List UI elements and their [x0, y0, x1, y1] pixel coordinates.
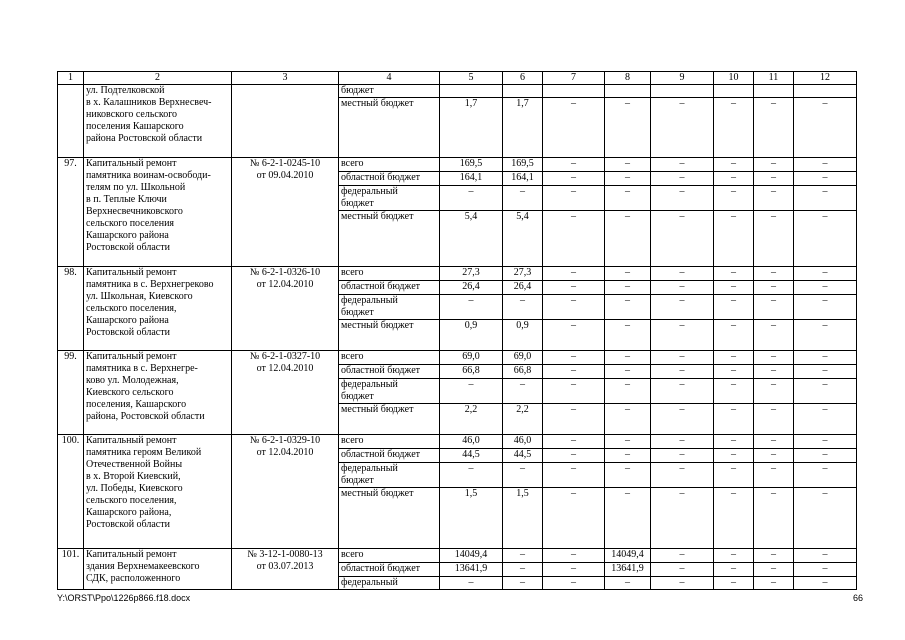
document-ref: [232, 85, 339, 158]
header-cell: 9: [651, 72, 714, 85]
amount-cell: 1,5: [503, 488, 543, 549]
amount-cell: –: [754, 351, 794, 365]
amount-cell: –: [605, 98, 651, 158]
amount-cell: –: [651, 211, 714, 267]
amount-cell: –: [503, 186, 543, 211]
amount-cell: –: [794, 351, 857, 365]
amount-cell: –: [543, 267, 605, 281]
amount-cell: 2,2: [440, 404, 503, 435]
amount-cell: 13641,9: [440, 563, 503, 577]
funding-source: федеральный бюджет: [339, 186, 440, 211]
amount-cell: –: [605, 158, 651, 172]
amount-cell: –: [543, 404, 605, 435]
funding-source: федеральный бюджет: [339, 379, 440, 404]
amount-cell: –: [605, 449, 651, 463]
budget-table: [57, 71, 857, 590]
amount-cell: –: [651, 98, 714, 158]
amount-cell: –: [794, 549, 857, 563]
funding-source: всего: [339, 267, 440, 281]
amount-cell: 69,0: [440, 351, 503, 365]
funding-source: местный бюджет: [339, 404, 440, 435]
table-row: [58, 549, 857, 563]
amount-cell: –: [651, 379, 714, 404]
amount-cell: 27,3: [503, 267, 543, 281]
amount-cell: –: [754, 435, 794, 449]
amount-cell: –: [754, 211, 794, 267]
amount-cell: [440, 85, 503, 98]
amount-cell: –: [605, 281, 651, 295]
document-ref: № 6-2-1-0326-10 от 12.04.2010: [232, 267, 339, 351]
amount-cell: –: [794, 281, 857, 295]
amount-cell: –: [543, 211, 605, 267]
item-number: 99.: [58, 351, 84, 435]
amount-cell: –: [605, 435, 651, 449]
funding-source: федеральный бюджет: [339, 295, 440, 320]
amount-cell: 13641,9: [605, 563, 651, 577]
amount-cell: –: [714, 488, 754, 549]
amount-cell: –: [651, 488, 714, 549]
object-name: Капитальный ремонт памятника воинам-освободи- телям по ул. Школьной в п. Теплые Ключи Верхнесвечниковского сельского поселения Кашарского района Ростовской области: [84, 158, 232, 267]
amount-cell: –: [754, 463, 794, 488]
amount-cell: –: [651, 158, 714, 172]
amount-cell: –: [440, 577, 503, 590]
amount-cell: –: [794, 463, 857, 488]
amount-cell: –: [503, 549, 543, 563]
amount-cell: –: [605, 267, 651, 281]
funding-source: федеральный: [339, 577, 440, 590]
amount-cell: –: [651, 549, 714, 563]
amount-cell: –: [543, 320, 605, 351]
amount-cell: –: [651, 435, 714, 449]
amount-cell: –: [714, 281, 754, 295]
amount-cell: 44,5: [440, 449, 503, 463]
amount-cell: –: [754, 549, 794, 563]
document-ref: № 6-2-1-0329-10 от 12.04.2010: [232, 435, 339, 549]
amount-cell: –: [543, 549, 605, 563]
amount-cell: –: [794, 404, 857, 435]
funding-source: местный бюджет: [339, 211, 440, 267]
amount-cell: –: [543, 463, 605, 488]
object-name: Капитальный ремонт здания Верхнемакеевского СДК, расположенного: [84, 549, 232, 590]
amount-cell: [714, 85, 754, 98]
amount-cell: –: [651, 463, 714, 488]
amount-cell: –: [543, 172, 605, 186]
amount-cell: –: [794, 365, 857, 379]
amount-cell: 46,0: [440, 435, 503, 449]
amount-cell: –: [714, 404, 754, 435]
funding-source: местный бюджет: [339, 488, 440, 549]
amount-cell: –: [651, 295, 714, 320]
amount-cell: –: [794, 267, 857, 281]
item-number: 101.: [58, 549, 84, 590]
amount-cell: –: [543, 186, 605, 211]
amount-cell: –: [543, 449, 605, 463]
amount-cell: 169,5: [440, 158, 503, 172]
document-ref: № 6-2-1-0327-10 от 12.04.2010: [232, 351, 339, 435]
amount-cell: –: [794, 449, 857, 463]
amount-cell: 14049,4: [605, 549, 651, 563]
header-cell: 7: [543, 72, 605, 85]
amount-cell: –: [714, 563, 754, 577]
amount-cell: –: [605, 211, 651, 267]
amount-cell: –: [543, 488, 605, 549]
header-cell: 2: [84, 72, 232, 85]
amount-cell: 44,5: [503, 449, 543, 463]
object-name: Капитальный ремонт памятника в с. Верхнегре- ково ул. Молодежная, Киевского сельского поселения, Кашарского района, Ростовской области: [84, 351, 232, 435]
funding-source: всего: [339, 435, 440, 449]
amount-cell: –: [754, 267, 794, 281]
amount-cell: –: [714, 295, 754, 320]
amount-cell: –: [605, 488, 651, 549]
amount-cell: –: [543, 295, 605, 320]
item-number: [58, 85, 84, 158]
funding-source: областной бюджет: [339, 449, 440, 463]
header-cell: 4: [339, 72, 440, 85]
amount-cell: –: [651, 172, 714, 186]
funding-source: областной бюджет: [339, 563, 440, 577]
amount-cell: –: [503, 379, 543, 404]
amount-cell: –: [754, 186, 794, 211]
amount-cell: [605, 85, 651, 98]
amount-cell: –: [605, 172, 651, 186]
amount-cell: –: [794, 435, 857, 449]
amount-cell: –: [754, 158, 794, 172]
footer-file-path: Y:\ORST\Ppo\1226p866.f18.docx: [57, 593, 191, 603]
amount-cell: –: [794, 295, 857, 320]
amount-cell: –: [543, 365, 605, 379]
amount-cell: –: [440, 379, 503, 404]
funding-source: всего: [339, 158, 440, 172]
funding-source: бюджет: [339, 85, 440, 98]
amount-cell: –: [605, 186, 651, 211]
amount-cell: [754, 85, 794, 98]
amount-cell: 27,3: [440, 267, 503, 281]
amount-cell: –: [714, 320, 754, 351]
amount-cell: [543, 85, 605, 98]
amount-cell: –: [714, 267, 754, 281]
amount-cell: 164,1: [503, 172, 543, 186]
funding-source: всего: [339, 549, 440, 563]
table-row: [58, 351, 857, 365]
amount-cell: –: [605, 379, 651, 404]
amount-cell: 1,5: [440, 488, 503, 549]
amount-cell: 66,8: [503, 365, 543, 379]
amount-cell: –: [503, 463, 543, 488]
amount-cell: 1,7: [503, 98, 543, 158]
amount-cell: –: [503, 577, 543, 590]
table-row: [58, 267, 857, 281]
amount-cell: [503, 85, 543, 98]
amount-cell: –: [605, 295, 651, 320]
amount-cell: –: [794, 172, 857, 186]
item-number: 100.: [58, 435, 84, 549]
amount-cell: 66,8: [440, 365, 503, 379]
amount-cell: –: [440, 463, 503, 488]
header-row: [58, 72, 857, 85]
amount-cell: –: [543, 158, 605, 172]
amount-cell: –: [714, 549, 754, 563]
amount-cell: 0,9: [440, 320, 503, 351]
amount-cell: –: [543, 281, 605, 295]
amount-cell: 46,0: [503, 435, 543, 449]
amount-cell: –: [651, 577, 714, 590]
header-cell: 10: [714, 72, 754, 85]
amount-cell: 69,0: [503, 351, 543, 365]
amount-cell: –: [754, 172, 794, 186]
funding-source: местный бюджет: [339, 320, 440, 351]
amount-cell: 0,9: [503, 320, 543, 351]
amount-cell: –: [794, 577, 857, 590]
amount-cell: –: [714, 463, 754, 488]
amount-cell: –: [794, 320, 857, 351]
header-cell: 11: [754, 72, 794, 85]
amount-cell: –: [440, 295, 503, 320]
amount-cell: 26,4: [503, 281, 543, 295]
amount-cell: –: [651, 281, 714, 295]
amount-cell: –: [754, 404, 794, 435]
page-number: 66: [852, 593, 863, 603]
amount-cell: –: [794, 379, 857, 404]
amount-cell: –: [714, 379, 754, 404]
amount-cell: –: [605, 577, 651, 590]
amount-cell: –: [714, 449, 754, 463]
amount-cell: –: [503, 563, 543, 577]
table-row: [58, 85, 857, 98]
funding-source: всего: [339, 351, 440, 365]
amount-cell: –: [714, 577, 754, 590]
amount-cell: 2,2: [503, 404, 543, 435]
amount-cell: –: [754, 449, 794, 463]
amount-cell: –: [503, 295, 543, 320]
table-row: [58, 158, 857, 172]
amount-cell: –: [714, 211, 754, 267]
amount-cell: –: [714, 365, 754, 379]
amount-cell: –: [651, 351, 714, 365]
amount-cell: –: [605, 351, 651, 365]
amount-cell: [651, 85, 714, 98]
amount-cell: 5,4: [503, 211, 543, 267]
amount-cell: –: [651, 320, 714, 351]
amount-cell: –: [714, 435, 754, 449]
amount-cell: –: [754, 563, 794, 577]
amount-cell: –: [794, 563, 857, 577]
item-number: 98.: [58, 267, 84, 351]
amount-cell: 1,7: [440, 98, 503, 158]
amount-cell: –: [605, 320, 651, 351]
amount-cell: –: [714, 158, 754, 172]
amount-cell: –: [754, 379, 794, 404]
amount-cell: –: [754, 295, 794, 320]
amount-cell: –: [651, 365, 714, 379]
object-name: Капитальный ремонт памятника в с. Верхнегреково ул. Школьная, Киевского сельского поселения, Кашарского района Ростовской области: [84, 267, 232, 351]
funding-source: областной бюджет: [339, 281, 440, 295]
amount-cell: –: [714, 351, 754, 365]
amount-cell: [794, 85, 857, 98]
amount-cell: 26,4: [440, 281, 503, 295]
amount-cell: 169,5: [503, 158, 543, 172]
amount-cell: –: [651, 563, 714, 577]
amount-cell: –: [714, 98, 754, 158]
amount-cell: –: [754, 577, 794, 590]
amount-cell: –: [794, 211, 857, 267]
funding-source: областной бюджет: [339, 365, 440, 379]
amount-cell: –: [543, 435, 605, 449]
amount-cell: –: [754, 98, 794, 158]
funding-source: местный бюджет: [339, 98, 440, 158]
header-cell: 8: [605, 72, 651, 85]
object-name: ул. Подтелковской в х. Калашников Верхнесвеч- никовского сельского поселения Кашарского района Ростовской области: [84, 85, 232, 158]
amount-cell: –: [651, 267, 714, 281]
amount-cell: –: [754, 281, 794, 295]
amount-cell: –: [754, 365, 794, 379]
amount-cell: –: [543, 379, 605, 404]
amount-cell: –: [794, 158, 857, 172]
amount-cell: –: [651, 186, 714, 211]
amount-cell: –: [440, 186, 503, 211]
amount-cell: –: [543, 351, 605, 365]
amount-cell: –: [754, 488, 794, 549]
amount-cell: –: [794, 98, 857, 158]
header-cell: 3: [232, 72, 339, 85]
document-ref: № 6-2-1-0245-10 от 09.04.2010: [232, 158, 339, 267]
amount-cell: –: [605, 404, 651, 435]
amount-cell: –: [651, 449, 714, 463]
document-ref: № 3-12-1-0080-13 от 03.07.2013: [232, 549, 339, 590]
funding-source: областной бюджет: [339, 172, 440, 186]
amount-cell: –: [714, 172, 754, 186]
amount-cell: –: [651, 404, 714, 435]
amount-cell: –: [605, 463, 651, 488]
amount-cell: 5,4: [440, 211, 503, 267]
amount-cell: –: [714, 186, 754, 211]
amount-cell: –: [543, 563, 605, 577]
amount-cell: –: [794, 186, 857, 211]
amount-cell: –: [543, 577, 605, 590]
item-number: 97.: [58, 158, 84, 267]
header-cell: 6: [503, 72, 543, 85]
table-row: [58, 435, 857, 449]
header-cell: 1: [58, 72, 84, 85]
amount-cell: –: [543, 98, 605, 158]
funding-source: федеральный бюджет: [339, 463, 440, 488]
header-cell: 12: [794, 72, 857, 85]
amount-cell: –: [754, 320, 794, 351]
object-name: Капитальный ремонт памятника героям Великой Отечественной Войны в х. Второй Киевский, ул. Победы, Киевского сельского поселения, Кашарского района, Ростовской области: [84, 435, 232, 549]
amount-cell: –: [605, 365, 651, 379]
amount-cell: 164,1: [440, 172, 503, 186]
amount-cell: 14049,4: [440, 549, 503, 563]
header-cell: 5: [440, 72, 503, 85]
amount-cell: –: [794, 488, 857, 549]
